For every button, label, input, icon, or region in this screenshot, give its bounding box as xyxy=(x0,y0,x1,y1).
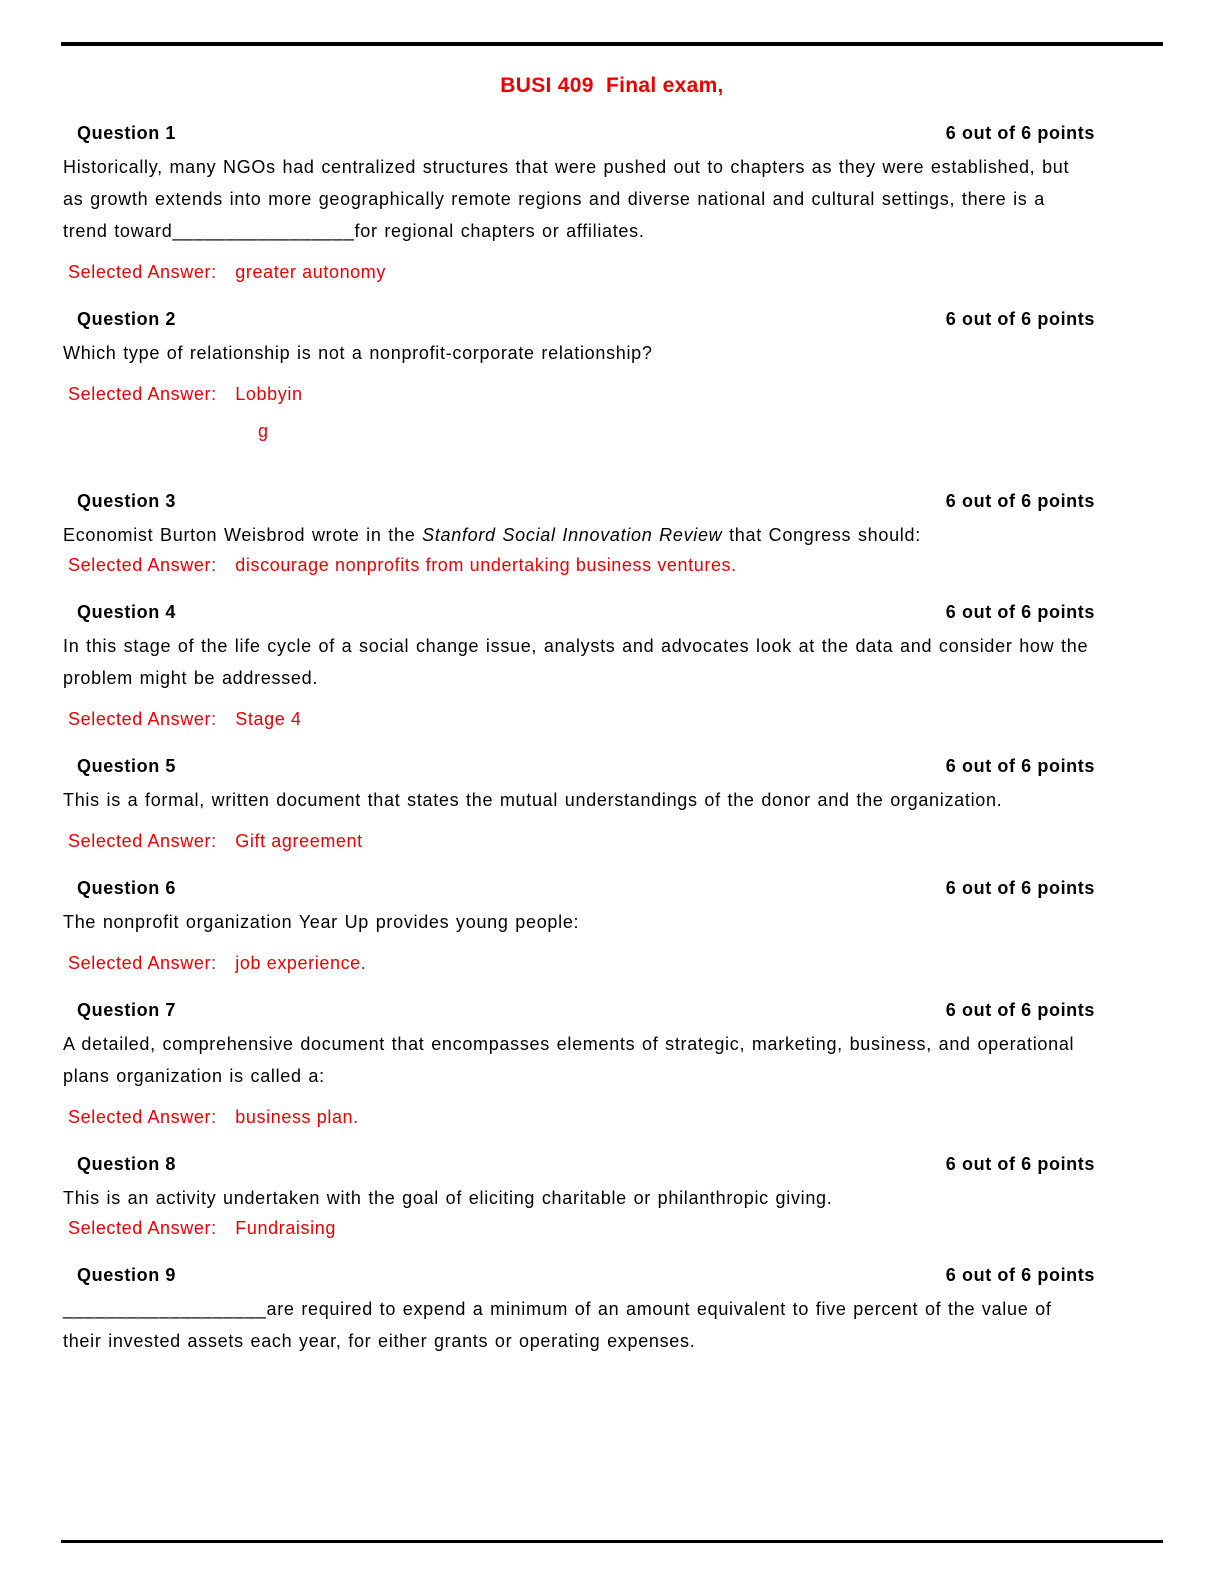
question-text-segment: ___________________are required to expend a minimum of an amount equivalent to five percent of the value of their invested assets each year, for either grants or operating expenses. xyxy=(63,1299,1052,1351)
question-points: 6 out of 6 points xyxy=(945,878,1095,898)
selected-answer-label: Selected Answer: xyxy=(68,709,217,729)
question-label: Question 8 xyxy=(77,1154,177,1174)
selected-answer-label: Selected Answer: xyxy=(68,262,217,282)
selected-answer xyxy=(63,707,1095,731)
question-label: Question 3 xyxy=(77,491,177,511)
question-points: 6 out of 6 points xyxy=(945,309,1095,329)
question-text xyxy=(63,151,1095,247)
question-text-segment: that Congress should: xyxy=(722,525,921,545)
question-points: 6 out of 6 points xyxy=(945,602,1095,622)
selected-answer-value: discourage nonprofits from undertaking business ventures. xyxy=(235,555,737,575)
question-block xyxy=(63,309,1095,443)
selected-answer-value: greater autonomy xyxy=(235,262,386,282)
question-block xyxy=(63,1000,1095,1129)
question-block xyxy=(63,602,1095,731)
selected-answer-value: Lobbyin xyxy=(235,384,303,404)
question-header xyxy=(63,878,1095,899)
question-text-segment: This is a formal, written document that states the mutual understandings of the donor and the organization. xyxy=(63,790,1003,810)
question-block xyxy=(63,1154,1095,1240)
question-header xyxy=(63,309,1095,330)
question-label: Question 4 xyxy=(77,602,177,622)
selected-answer xyxy=(63,553,1095,577)
selected-answer-label: Selected Answer: xyxy=(68,953,217,973)
selected-answer xyxy=(63,1216,1095,1240)
question-header xyxy=(63,1000,1095,1021)
selected-answer-label: Selected Answer: xyxy=(68,1107,217,1127)
question-header xyxy=(63,491,1095,512)
question-text xyxy=(63,1028,1095,1092)
question-points: 6 out of 6 points xyxy=(945,1265,1095,1285)
selected-answer-value: Gift agreement xyxy=(235,831,363,851)
question-block xyxy=(63,878,1095,975)
question-text xyxy=(63,337,1095,369)
question-header xyxy=(63,602,1095,623)
selected-answer-value: business plan. xyxy=(235,1107,359,1127)
question-points: 6 out of 6 points xyxy=(945,756,1095,776)
document-title: BUSI 409 Final exam, xyxy=(500,74,724,97)
selected-answer-label: Selected Answer: xyxy=(68,384,217,404)
selected-answer-value: Stage 4 xyxy=(235,709,302,729)
question-points: 6 out of 6 points xyxy=(945,123,1095,143)
selected-answer xyxy=(63,382,1095,443)
question-block xyxy=(63,756,1095,853)
question-header xyxy=(63,1265,1095,1286)
selected-answer xyxy=(63,1105,1095,1129)
question-label: Question 6 xyxy=(77,878,177,898)
bottom-horizontal-rule xyxy=(61,1540,1163,1543)
question-label: Question 7 xyxy=(77,1000,177,1020)
question-header xyxy=(63,756,1095,777)
question-text xyxy=(63,784,1095,816)
selected-answer-value: job experience. xyxy=(235,953,367,973)
question-text-segment: This is an activity undertaken with the goal of eliciting charitable or philanthropic giving. xyxy=(63,1188,833,1208)
question-block xyxy=(63,123,1095,284)
question-text-segment: Economist Burton Weisbrod wrote in the xyxy=(63,525,423,545)
question-text-segment: A detailed, comprehensive document that encompasses elements of strategic, marketing, business, and operational plans organization is called a: xyxy=(63,1034,1075,1086)
question-block xyxy=(63,491,1095,577)
question-header xyxy=(63,123,1095,144)
question-label: Question 1 xyxy=(77,123,177,143)
question-text xyxy=(63,519,1095,551)
question-points: 6 out of 6 points xyxy=(945,491,1095,511)
question-points: 6 out of 6 points xyxy=(945,1154,1095,1174)
selected-answer-label: Selected Answer: xyxy=(68,555,217,575)
selected-answer-label: Selected Answer: xyxy=(68,1218,217,1238)
question-label: Question 2 xyxy=(77,309,177,329)
question-text xyxy=(63,1293,1095,1357)
selected-answer-label: Selected Answer: xyxy=(68,831,217,851)
question-text xyxy=(63,630,1095,694)
question-label: Question 5 xyxy=(77,756,177,776)
selected-answer xyxy=(63,951,1095,975)
selected-answer-extra-line: g xyxy=(258,421,269,441)
question-text-segment: Historically, many NGOs had centralized structures that were pushed out to chapters as they were established, but as growth extends into more geographically remote regions and diverse national and cultural settings, there is a trend toward_________________for regional chapters or affiliates. xyxy=(63,157,1070,241)
question-header xyxy=(63,1154,1095,1175)
question-text xyxy=(63,1182,1095,1214)
question-text xyxy=(63,906,1095,938)
question-block xyxy=(63,1265,1095,1357)
question-text-segment: Which type of relationship is not a nonprofit-corporate relationship? xyxy=(63,343,653,363)
selected-answer xyxy=(63,260,1095,284)
top-horizontal-rule xyxy=(61,42,1163,46)
question-label: Question 9 xyxy=(77,1265,177,1285)
question-points: 6 out of 6 points xyxy=(945,1000,1095,1020)
question-text-italic-segment: Stanford Social Innovation Review xyxy=(422,525,723,545)
question-text-segment: In this stage of the life cycle of a social change issue, analysts and advocates look at the data and consider how the problem might be addressed. xyxy=(63,636,1089,688)
questions xyxy=(61,123,1163,1357)
selected-answer-value: Fundraising xyxy=(235,1218,336,1238)
selected-answer xyxy=(63,829,1095,853)
question-text-segment: The nonprofit organization Year Up provides young people: xyxy=(63,912,580,932)
